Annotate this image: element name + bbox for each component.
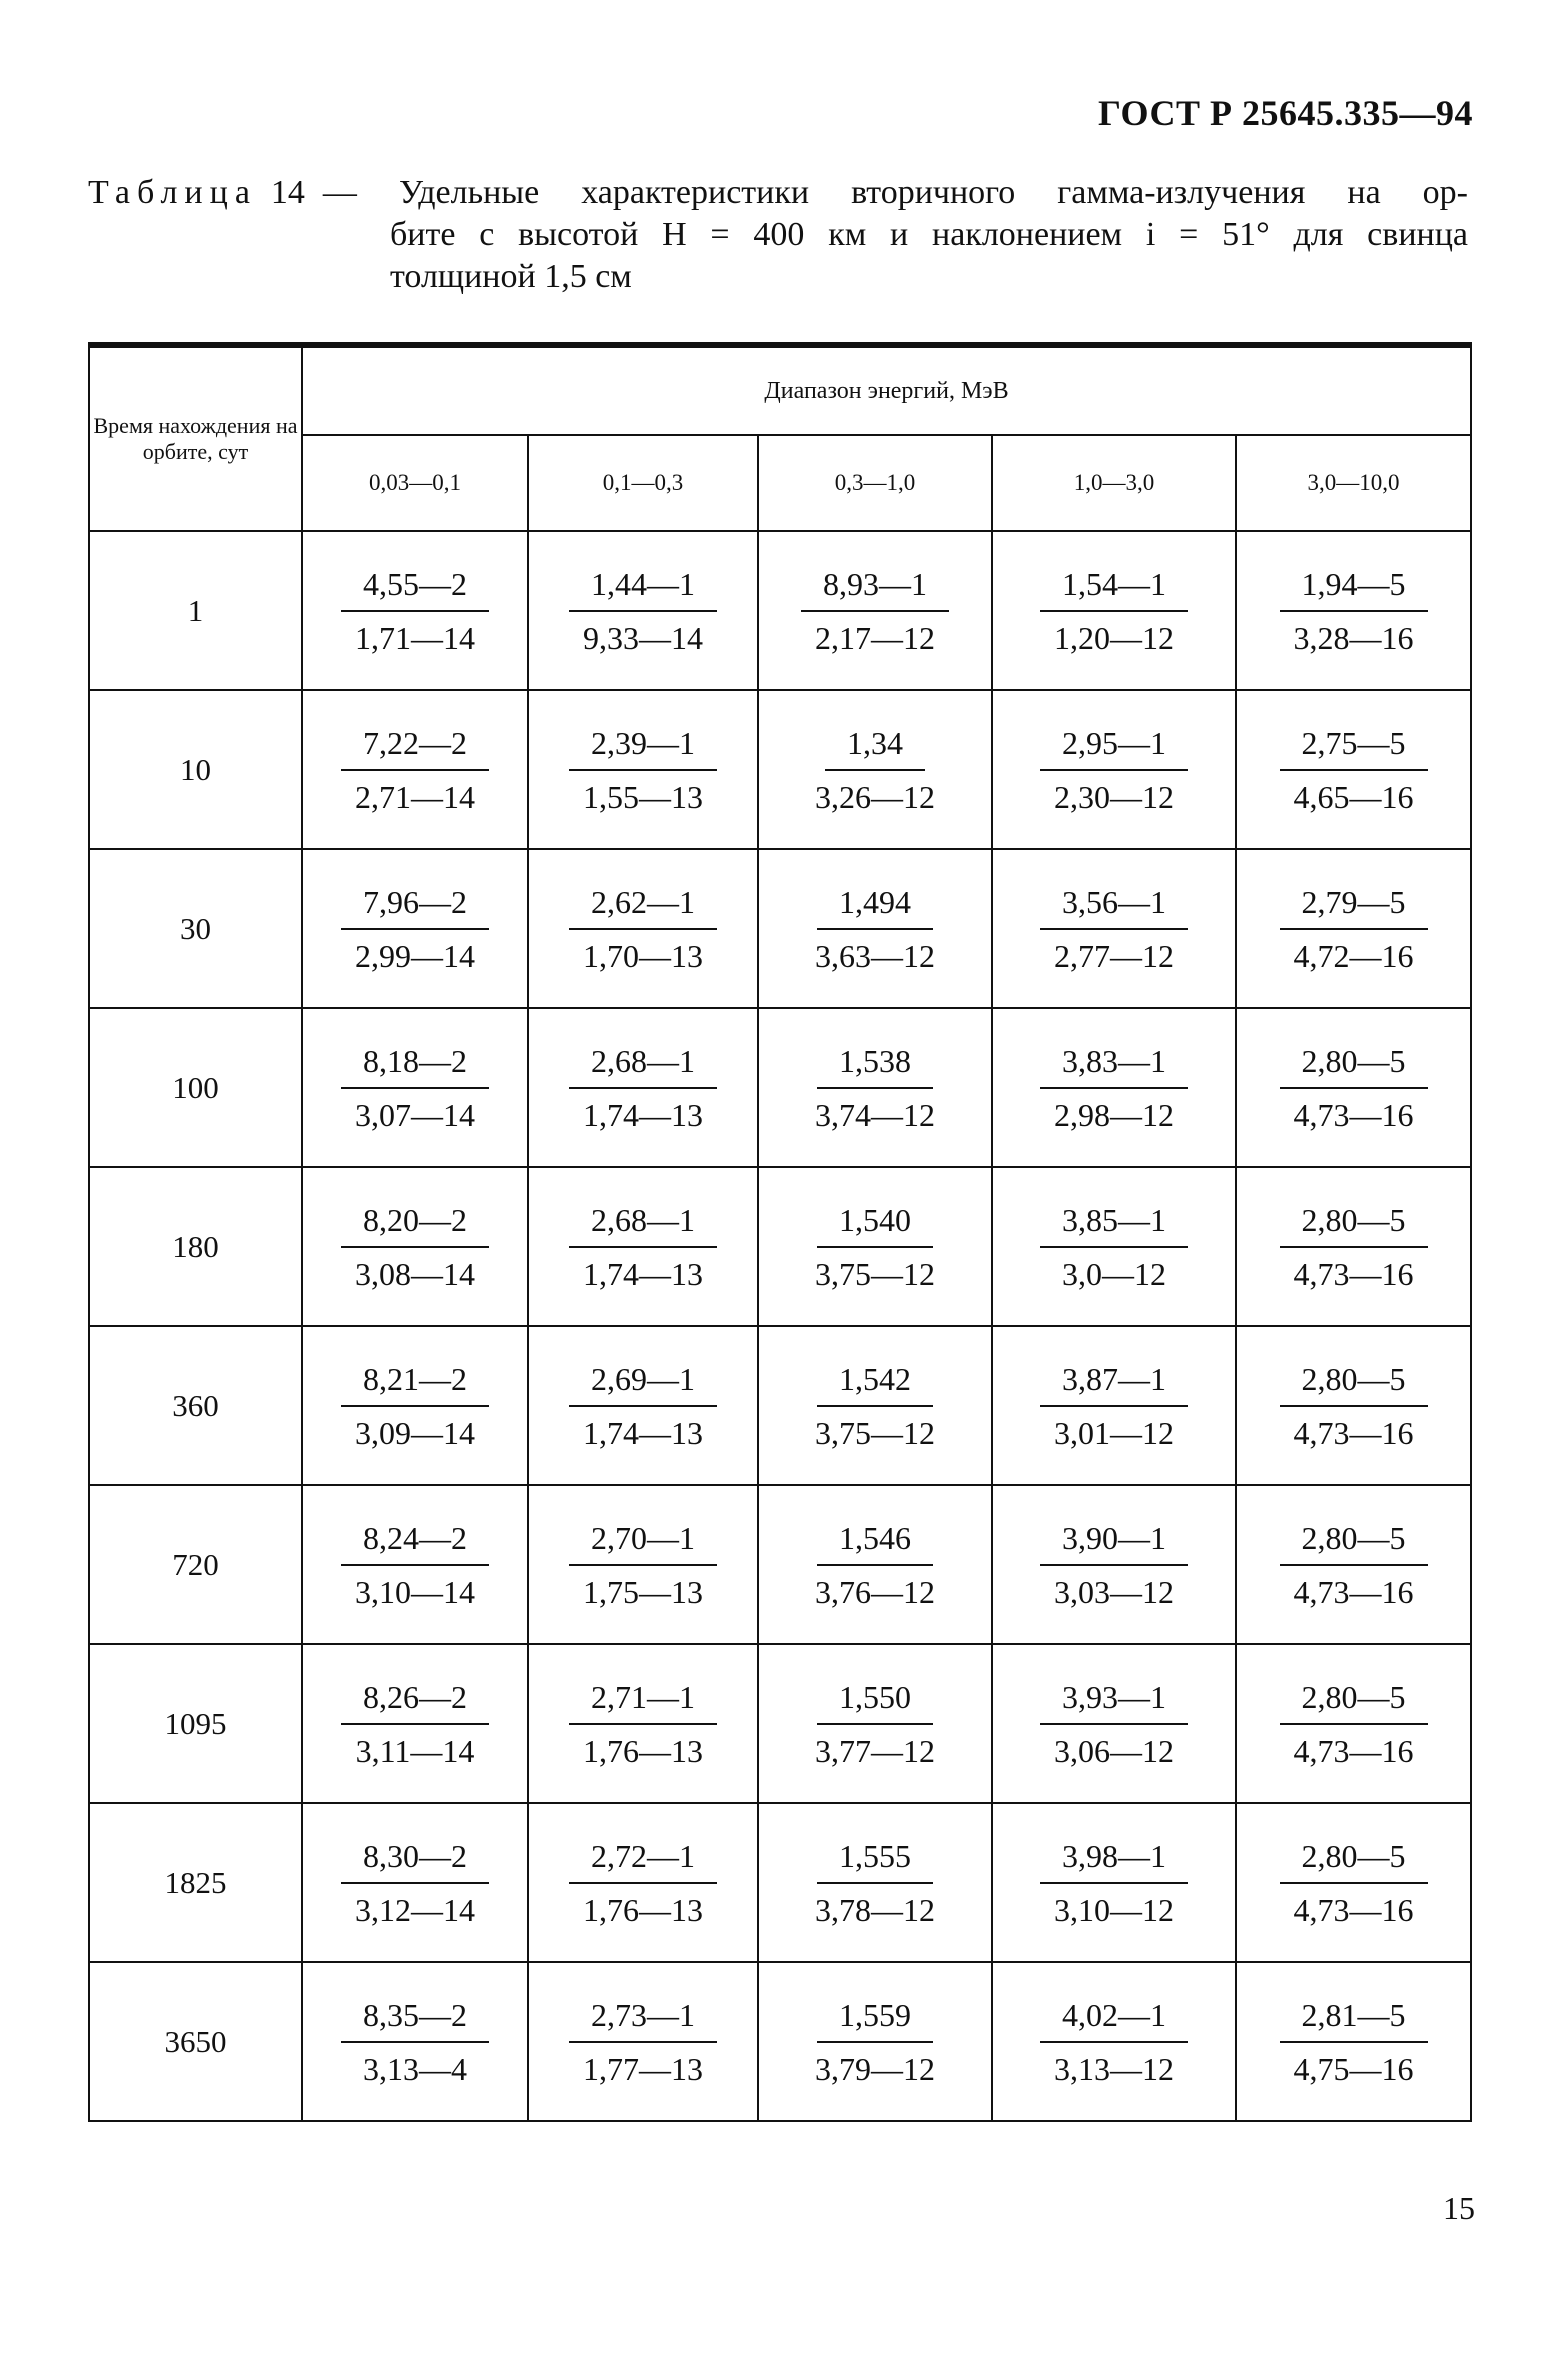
caption-line-2: бите с высотой H = 400 км и наклонением i = 51° для свинца: [390, 216, 1468, 253]
fraction-numerator: 4,55—2: [341, 564, 489, 612]
days-cell: 1095: [89, 1644, 302, 1803]
value-cell: [1236, 1644, 1471, 1803]
fraction: [1272, 1995, 1436, 2089]
fraction-denominator: 3,76—12: [815, 1573, 935, 1610]
fraction-numerator: 3,85—1: [1040, 1200, 1188, 1248]
fraction-numerator: 8,21—2: [341, 1359, 489, 1407]
fraction-numerator: 8,30—2: [341, 1836, 489, 1884]
fraction-denominator: 3,07—14: [355, 1096, 475, 1133]
fraction: [333, 1041, 497, 1135]
fraction: [1272, 564, 1436, 658]
fraction-denominator: 9,33—14: [583, 619, 703, 656]
fraction: [561, 1518, 725, 1612]
value-cell: [758, 1644, 992, 1803]
value-cell: [1236, 849, 1471, 1008]
value-cell: [1236, 1962, 1471, 2121]
days-cell: 720: [89, 1485, 302, 1644]
fraction-numerator: 2,39—1: [569, 723, 717, 771]
fraction: [1032, 1677, 1196, 1771]
value-cell: [528, 1803, 758, 1962]
fraction: [1032, 1518, 1196, 1612]
value-cell: [758, 531, 992, 690]
fraction-numerator: 2,69—1: [569, 1359, 717, 1407]
value-cell: [528, 1485, 758, 1644]
days-cell: 100: [89, 1008, 302, 1167]
value-cell: [302, 1326, 528, 1485]
fraction-denominator: 4,73—16: [1293, 1096, 1414, 1133]
caption-label: Таблица: [88, 174, 257, 211]
fraction-numerator: 3,93—1: [1040, 1677, 1188, 1725]
fraction-numerator: 2,71—1: [569, 1677, 717, 1725]
value-cell: [528, 849, 758, 1008]
fraction-denominator: 3,63—12: [815, 937, 935, 974]
fraction-numerator: 8,24—2: [341, 1518, 489, 1566]
energy-table: [88, 342, 1472, 2122]
fraction: [333, 882, 497, 976]
days-cell: 360: [89, 1326, 302, 1485]
fraction: [333, 1836, 497, 1930]
fraction-denominator: 3,0—12: [1062, 1255, 1166, 1292]
value-cell: [302, 1167, 528, 1326]
fraction: [1272, 1359, 1436, 1453]
value-cell: [992, 531, 1236, 690]
fraction-numerator: 2,95—1: [1040, 723, 1188, 771]
fraction-numerator: 1,494: [817, 882, 933, 930]
fraction: [793, 1836, 957, 1930]
fraction-denominator: 2,17—12: [815, 619, 935, 656]
value-cell: [992, 1485, 1236, 1644]
value-cell: [758, 1326, 992, 1485]
value-cell: [302, 1803, 528, 1962]
fraction-numerator: 8,93—1: [801, 564, 949, 612]
fraction-denominator: 3,75—12: [815, 1414, 935, 1451]
table-caption: [88, 172, 1468, 298]
fraction: [1032, 882, 1196, 976]
fraction: [561, 1041, 725, 1135]
value-cell: [302, 531, 528, 690]
fraction: [561, 1200, 725, 1294]
fraction: [793, 564, 957, 658]
value-cell: [528, 531, 758, 690]
fraction: [793, 1359, 957, 1453]
range-header: 0,1—0,3: [528, 435, 758, 531]
fraction-numerator: 3,90—1: [1040, 1518, 1188, 1566]
fraction-denominator: 4,73—16: [1293, 1255, 1414, 1292]
fraction-numerator: 8,35—2: [341, 1995, 489, 2043]
fraction-denominator: 3,26—12: [815, 778, 935, 815]
fraction-denominator: 3,78—12: [815, 1891, 935, 1928]
fraction-denominator: 3,03—12: [1054, 1573, 1174, 1610]
value-cell: [1236, 1008, 1471, 1167]
value-cell: [1236, 531, 1471, 690]
fraction-denominator: 1,74—13: [583, 1096, 703, 1133]
fraction-numerator: 2,81—5: [1280, 1995, 1428, 2043]
value-cell: [1236, 1326, 1471, 1485]
fraction: [561, 882, 725, 976]
fraction: [793, 882, 957, 976]
fraction-denominator: 1,70—13: [583, 937, 703, 974]
fraction-numerator: 1,555: [817, 1836, 933, 1884]
fraction-numerator: 2,80—5: [1280, 1200, 1428, 1248]
fraction-numerator: 1,546: [817, 1518, 933, 1566]
fraction: [1032, 1836, 1196, 1930]
fraction-denominator: 3,79—12: [815, 2050, 935, 2087]
fraction-numerator: 7,96—2: [341, 882, 489, 930]
table-row: [89, 1962, 1471, 2121]
fraction: [1272, 1200, 1436, 1294]
value-cell: [528, 1167, 758, 1326]
fraction-numerator: 2,80—5: [1280, 1836, 1428, 1884]
fraction-numerator: 2,62—1: [569, 882, 717, 930]
range-header: 3,0—10,0: [1236, 435, 1471, 531]
fraction: [793, 1995, 957, 2089]
fraction-denominator: 3,11—14: [355, 1732, 475, 1769]
fraction: [793, 1200, 957, 1294]
fraction-denominator: 4,75—16: [1293, 2050, 1414, 2087]
fraction-denominator: 3,08—14: [355, 1255, 475, 1292]
value-cell: [302, 1962, 528, 2121]
value-cell: [992, 1644, 1236, 1803]
table-row: [89, 1167, 1471, 1326]
value-cell: [528, 1008, 758, 1167]
fraction: [793, 723, 957, 817]
value-cell: [528, 1326, 758, 1485]
fraction-numerator: 2,70—1: [569, 1518, 717, 1566]
value-cell: [992, 1008, 1236, 1167]
fraction-denominator: 2,71—14: [355, 778, 475, 815]
document-id: ГОСТ Р 25645.335—94: [1098, 93, 1473, 133]
fraction-denominator: 2,98—12: [1054, 1096, 1174, 1133]
fraction-numerator: 1,550: [817, 1677, 933, 1725]
fraction-denominator: 2,30—12: [1054, 778, 1174, 815]
table-row: [89, 1803, 1471, 1962]
fraction-numerator: 3,83—1: [1040, 1041, 1188, 1089]
fraction-denominator: 1,20—12: [1054, 619, 1174, 656]
value-cell: [992, 1803, 1236, 1962]
fraction-numerator: 2,68—1: [569, 1041, 717, 1089]
fraction-denominator: 4,72—16: [1293, 937, 1414, 974]
fraction: [333, 723, 497, 817]
table-row: [89, 1326, 1471, 1485]
corner-header: Время нахождения на орбите, сут: [89, 345, 302, 531]
fraction-denominator: 3,28—16: [1293, 619, 1414, 656]
value-cell: [758, 690, 992, 849]
value-cell: [992, 690, 1236, 849]
table-row: [89, 1644, 1471, 1803]
value-cell: [992, 1326, 1236, 1485]
fraction-denominator: 3,13—12: [1054, 2050, 1174, 2087]
fraction-denominator: 4,73—16: [1293, 1891, 1414, 1928]
value-cell: [758, 1962, 992, 2121]
fraction-denominator: 1,55—13: [583, 778, 703, 815]
fraction: [793, 1041, 957, 1135]
fraction: [1272, 882, 1436, 976]
fraction-denominator: 3,77—12: [815, 1732, 935, 1769]
fraction-numerator: 8,18—2: [341, 1041, 489, 1089]
range-title: Диапазон энергий, МэВ: [302, 345, 1471, 435]
fraction-numerator: 1,542: [817, 1359, 933, 1407]
value-cell: [1236, 1485, 1471, 1644]
fraction: [561, 564, 725, 658]
fraction: [333, 1200, 497, 1294]
fraction: [1032, 1359, 1196, 1453]
fraction: [1032, 723, 1196, 817]
fraction: [341, 1995, 489, 2089]
fraction-numerator: 1,44—1: [569, 564, 717, 612]
fraction-denominator: 3,09—14: [355, 1414, 475, 1451]
fraction-denominator: 1,74—13: [583, 1255, 703, 1292]
range-header: 0,3—1,0: [758, 435, 992, 531]
value-cell: [528, 1644, 758, 1803]
value-cell: [1236, 690, 1471, 849]
value-cell: [302, 690, 528, 849]
fraction-denominator: 3,06—12: [1054, 1732, 1174, 1769]
fraction: [561, 1995, 725, 2089]
fraction-numerator: 3,98—1: [1040, 1836, 1188, 1884]
fraction-numerator: 8,20—2: [341, 1200, 489, 1248]
fraction-denominator: 2,77—12: [1054, 937, 1174, 974]
value-cell: [302, 1644, 528, 1803]
fraction-numerator: 8,26—2: [341, 1677, 489, 1725]
fraction: [1040, 1200, 1188, 1294]
fraction-numerator: 3,56—1: [1040, 882, 1188, 930]
value-cell: [758, 849, 992, 1008]
table-row: [89, 849, 1471, 1008]
table-row: [89, 531, 1471, 690]
caption-number: 14: [270, 174, 305, 211]
value-cell: [758, 1167, 992, 1326]
days-cell: 10: [89, 690, 302, 849]
fraction-numerator: 1,559: [817, 1995, 933, 2043]
fraction: [1032, 1041, 1196, 1135]
value-cell: [1236, 1803, 1471, 1962]
fraction-numerator: 4,02—1: [1040, 1995, 1188, 2043]
value-cell: [528, 1962, 758, 2121]
fraction-numerator: 1,94—5: [1280, 564, 1428, 612]
fraction: [561, 1359, 725, 1453]
value-cell: [758, 1485, 992, 1644]
days-cell: 1: [89, 531, 302, 690]
fraction: [561, 1677, 725, 1771]
fraction-denominator: 3,12—14: [355, 1891, 475, 1928]
value-cell: [992, 1962, 1236, 2121]
table-row: [89, 1008, 1471, 1167]
page-number: 15: [1443, 2190, 1475, 2226]
value-cell: [302, 1008, 528, 1167]
value-cell: [302, 849, 528, 1008]
fraction-denominator: 3,10—12: [1054, 1891, 1174, 1928]
fraction: [793, 1518, 957, 1612]
fraction: [334, 1677, 497, 1771]
fraction: [1272, 1677, 1436, 1771]
fraction-denominator: 1,77—13: [583, 2050, 703, 2087]
fraction-numerator: 2,80—5: [1280, 1359, 1428, 1407]
fraction-numerator: 2,80—5: [1280, 1677, 1428, 1725]
fraction-denominator: 1,71—14: [355, 619, 475, 656]
days-cell: 30: [89, 849, 302, 1008]
table-row: [89, 690, 1471, 849]
fraction: [333, 1518, 497, 1612]
fraction: [561, 1836, 725, 1930]
table-body: [89, 531, 1471, 2121]
value-cell: [528, 690, 758, 849]
fraction-denominator: 1,74—13: [583, 1414, 703, 1451]
fraction: [1272, 1041, 1436, 1135]
days-cell: 180: [89, 1167, 302, 1326]
range-header: 1,0—3,0: [992, 435, 1236, 531]
fraction-numerator: 1,538: [817, 1041, 933, 1089]
fraction: [1272, 723, 1436, 817]
fraction-numerator: 1,540: [817, 1200, 933, 1248]
fraction-denominator: 2,99—14: [355, 937, 475, 974]
days-cell: 1825: [89, 1803, 302, 1962]
value-cell: [758, 1803, 992, 1962]
fraction: [1032, 1995, 1196, 2089]
fraction-numerator: 2,68—1: [569, 1200, 717, 1248]
fraction-numerator: 2,73—1: [569, 1995, 717, 2043]
fraction-denominator: 3,01—12: [1054, 1414, 1174, 1451]
fraction-denominator: 1,76—13: [583, 1732, 703, 1769]
value-cell: [992, 1167, 1236, 1326]
fraction-numerator: 3,87—1: [1040, 1359, 1188, 1407]
fraction-denominator: 4,73—16: [1293, 1414, 1414, 1451]
value-cell: [1236, 1167, 1471, 1326]
range-header: 0,03—0,1: [302, 435, 528, 531]
fraction-numerator: 2,75—5: [1280, 723, 1428, 771]
fraction: [1272, 1518, 1436, 1612]
fraction-numerator: 1,54—1: [1040, 564, 1188, 612]
days-cell: 3650: [89, 1962, 302, 2121]
fraction-numerator: 7,22—2: [341, 723, 489, 771]
fraction: [333, 1359, 497, 1453]
fraction-numerator: 2,80—5: [1280, 1518, 1428, 1566]
caption-line-3: толщиной 1,5 см: [390, 258, 632, 295]
fraction-denominator: 3,13—4: [363, 2050, 467, 2087]
fraction: [1272, 1836, 1436, 1930]
fraction: [793, 1677, 957, 1771]
fraction-numerator: 2,72—1: [569, 1836, 717, 1884]
fraction-numerator: 2,80—5: [1280, 1041, 1428, 1089]
table-row: [89, 1485, 1471, 1644]
fraction-denominator: 4,73—16: [1293, 1573, 1414, 1610]
fraction: [1032, 564, 1196, 658]
fraction-denominator: 3,75—12: [815, 1255, 935, 1292]
fraction-denominator: 1,75—13: [583, 1573, 703, 1610]
fraction-denominator: 4,65—16: [1293, 778, 1414, 815]
fraction: [561, 723, 725, 817]
caption-line-1: — Удельные характеристики вторичного гамма-излучения на ор-: [322, 174, 1468, 211]
fraction-denominator: 3,10—14: [355, 1573, 475, 1610]
value-cell: [758, 1008, 992, 1167]
fraction-numerator: 1,34: [825, 723, 925, 771]
fraction-denominator: 1,76—13: [583, 1891, 703, 1928]
fraction-denominator: 3,74—12: [815, 1096, 935, 1133]
value-cell: [302, 1485, 528, 1644]
value-cell: [992, 849, 1236, 1008]
fraction: [333, 564, 497, 658]
fraction-denominator: 4,73—16: [1293, 1732, 1414, 1769]
fraction-numerator: 2,79—5: [1280, 882, 1428, 930]
